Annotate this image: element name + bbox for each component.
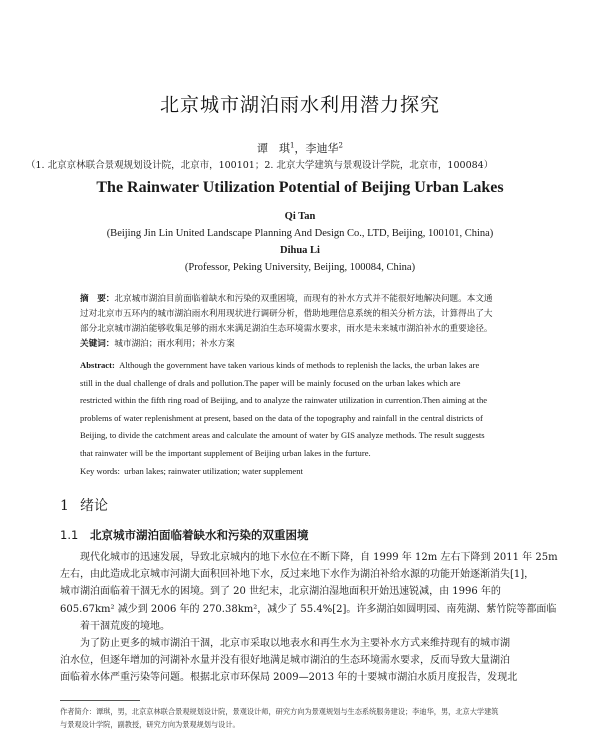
author-separator: ， — [294, 142, 306, 155]
body-line: 面临着水体严重污染等问题。根据北京市环保局 2009—2013 年的十要城市湖泊水质月度报告，发现北 — [60, 672, 518, 684]
english-abstract-label: Abstract: — [80, 360, 115, 370]
footnote — [60, 705, 550, 731]
english-abstract — [80, 357, 518, 480]
english-author-2-name: Dihua Li — [280, 245, 320, 256]
subsection-1-1-title: 北京城市湖泊面临着缺水和污染的双重困境 — [90, 528, 309, 542]
english-author-2-affiliation: (Professor, Peking University, Beijing, 100084, China) — [184, 262, 416, 273]
chinese-abstract — [80, 292, 520, 352]
chinese-keywords-label: 关键词： — [80, 339, 115, 349]
english-author-1-name: Qi Tan — [284, 211, 316, 222]
english-author-1-affiliation: (Beijing Jin Lin United Landscape Planning And Design Co., LTD, Beijing, 100101, China) — [106, 228, 494, 239]
english-keywords-label: Key words: — [80, 465, 120, 476]
body-line: 左右，由此造成北京城市河湖大面积回补地下水，反过来地下水作为湖泊补给水源的功能开始逐渐消失[1]， — [60, 569, 535, 581]
chinese-affiliation: （1. 北京京林联合景观规划设计院，北京市，100101；2. 北京大学建筑与景观设计学院，北京市，100084） — [26, 160, 494, 171]
section-1-heading — [60, 495, 108, 515]
subsection-1-1-number: 1.1 — [60, 528, 79, 542]
english-title: The Rainwater Utilization Potential of Beijing Urban Lakes — [96, 179, 504, 196]
footnote-divider — [60, 700, 140, 701]
body-line: 城市湖泊面临着干涸无水的困境。到了 20 世纪末，北京湖泊湿地面积开始迅速锐减，由 1996 年的 — [60, 586, 501, 598]
english-abstract-line: Although the government have taken various kinds of methods to replenish the lacks, the urban lakes are — [119, 360, 480, 370]
footnote-line: 与景观设计学院，副教授，研究方向为景观规划与设计。 — [60, 720, 240, 729]
chinese-abstract-label: 摘 要： — [80, 294, 115, 304]
body-line: 现代化城市的迅速发展，导致北京城内的地下水位在不断下降，自 1999 年 12m 左右下降到 2011 年 25m — [80, 552, 558, 563]
chinese-authors — [0, 140, 600, 156]
english-abstract-line: problems of water replenishment at present, based on the data of the topography and rainfall in the central districts of — [80, 412, 483, 423]
english-abstract-line: restricted within the fifth ring road of Beijing, and to analyze the rainwater utilization in currention.Then aiming at the — [80, 395, 488, 406]
chinese-title: 北京城市湖泊雨水利用潜力探究 — [159, 94, 440, 116]
body-text — [60, 549, 558, 687]
author-1-name: 谭 琪 — [257, 142, 291, 155]
subsection-1-1-heading — [60, 527, 309, 543]
english-abstract-line: Beijing, to divide the catchment areas and calculate the amount of water by GIS analyze methods. The result suggests — [80, 430, 485, 441]
section-1-number: 1 — [60, 498, 69, 514]
chinese-abstract-line: 过对北京市五环内的城市湖泊雨水利用现状进行调研分析，借助地理信息系统的相关分析方法，计算得出了大 — [80, 309, 493, 319]
footnote-line: 作者简介：谭琪，男，北京京林联合景观规划设计院，景观设计师，研究方向为景观规划与生态系统服务建设；李迪华，男，北京大学建筑 — [60, 707, 499, 716]
body-line: 605.67km² 减少到 2006 年的 270.38km²，减少了 55.4%[2]。许多湖泊如圆明园、南苑湖、紫竹院等都面临 — [60, 603, 557, 615]
english-abstract-line: that rainwater will be the important supplement of Beijing urban lakes in the furture. — [80, 447, 371, 458]
body-line: 着干涸荒废的境地。 — [80, 620, 170, 632]
author-2-name: 李迪华 — [305, 142, 339, 155]
chinese-abstract-line: 部分北京城市湖泊能够收集足够的雨水来满足湖泊生态环境需水要求，雨水是未来城市湖泊补水的重要途径。 — [80, 324, 493, 334]
chinese-keywords: 城市湖泊；雨水利用；补水方案 — [114, 339, 235, 349]
chinese-abstract-line: 北京城市湖泊目前面临着缺水和污染的双重困境，而现有的补水方式并不能很好地解决问题。本文通 — [114, 294, 493, 304]
section-1-title: 绪论 — [80, 498, 108, 514]
author-2-superscript: 2 — [338, 141, 343, 150]
body-line: 为了防止更多的城市湖泊干涸，北京市采取以地表水和再生水为主要补水方式来维持现有的城市湖 — [80, 638, 510, 650]
author-1-superscript: 1 — [290, 141, 295, 150]
body-line: 泊水位，但逐年增加的河湖补水量并没有很好地满足城市湖泊的生态环境需水要求，反而导致大量湖泊 — [60, 655, 510, 667]
english-keywords: urban lakes; rainwater utilization; water supplement — [124, 465, 303, 476]
english-abstract-line: still in the dual challenge of drals and pollution.The paper will be mainly focused on the urban lakes which are — [80, 377, 461, 388]
